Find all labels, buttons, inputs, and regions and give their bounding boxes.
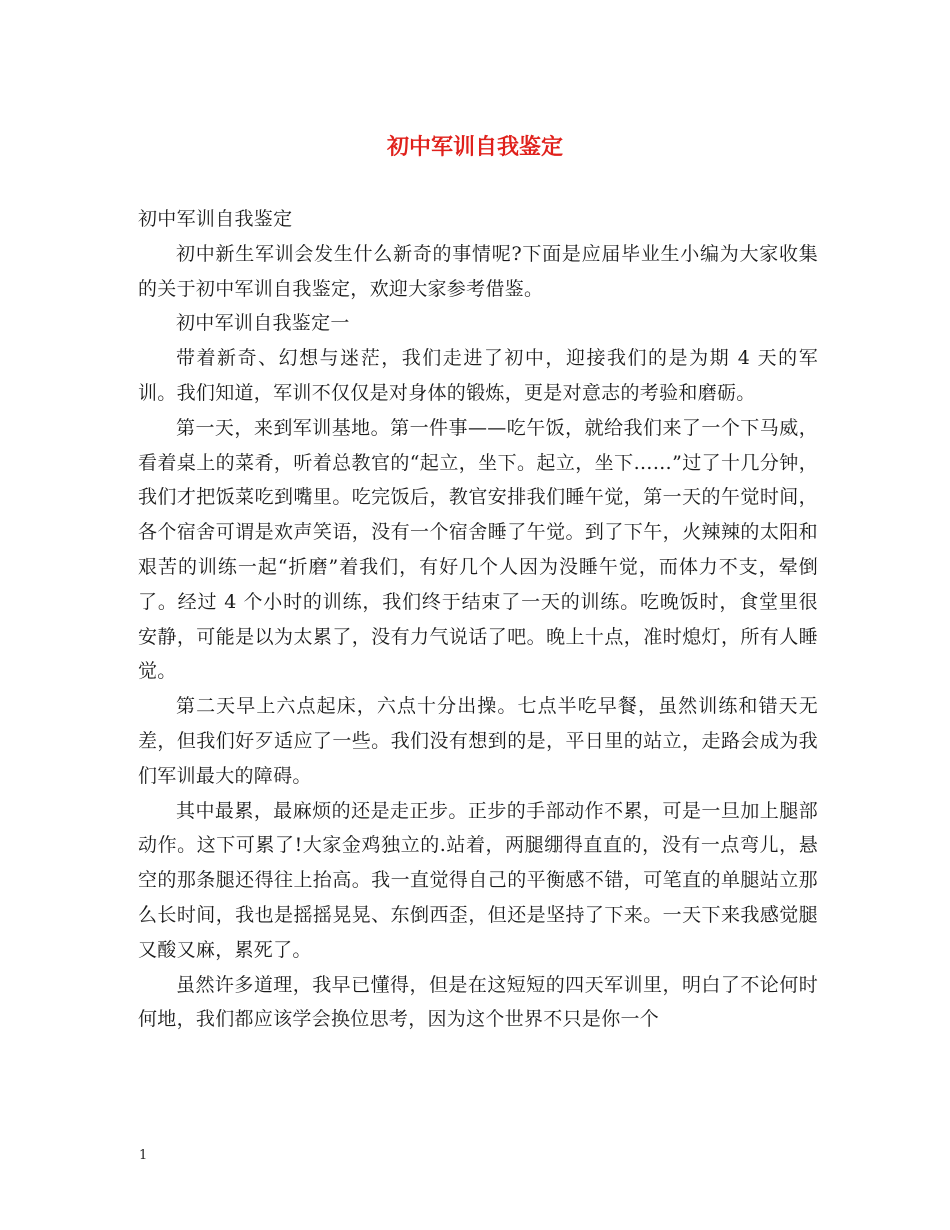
document-title: 初中军训自我鉴定 bbox=[386, 134, 563, 160]
body-paragraph: 第二天早上六点起床，六点十分出操。七点半吃早餐，虽然训练和错天无差，但我们好歹适应了一些。我们没有想到的是，平日里的站立，走路会成为我们军训最大的障碍。 bbox=[138, 695, 818, 787]
intro-paragraph: 初中新生军训会发生什么新奇的事情呢?下面是应届毕业生小编为大家收集的关于初中军训自我鉴定，欢迎大家参考借鉴。 bbox=[138, 242, 818, 300]
body-paragraph: 其中最累，最麻烦的还是走正步。正步的手部动作不累，可是一旦加上腿部动作。这下可累了!大家金鸡独立的.站着，两腿绷得直直的，没有一点弯儿，悬空的那条腿还得往上抬高。我一直觉得自己的平衡感不错，可笔直的单腿站立那么长时间，我也是摇摇晃晃、东倒西歪，但还是坚持了下来。一天下来我感觉腿又酸又麻，累死了。 bbox=[138, 799, 818, 961]
page-number: 1 bbox=[139, 1148, 148, 1163]
body-paragraph: 带着新奇、幻想与迷茫，我们走进了初中，迎接我们的是为期 4 天的军训。我们知道，军训不仅仅是对身体的锻炼，更是对意志的考验和磨砺。 bbox=[138, 347, 818, 404]
body-paragraph: 虽然许多道理，我早已懂得，但是在这短短的四天军训里，明白了不论何时何地，我们都应该学会换位思考，因为这个世界不只是你一个 bbox=[138, 973, 818, 1031]
body-paragraph: 第一天，来到军训基地。第一件事——吃午饭，就给我们来了一个下马威，看着桌上的菜肴，听着总教官的“起立，坐下。起立，坐下……”过了十几分钟，我们才把饭菜吃到嘴里。吃完饭后，教官安排我们睡午觉，第一天的午觉时间，各个宿舍可谓是欢声笑语，没有一个宿舍睡了午觉。到了下午，火辣辣的太阳和艰苦的训练一起“折磨”着我们，有好几个人因为没睡午觉，而体力不支，晕倒了。经过 4 个小时的训练，我们终于结束了一天的训练。吃晚饭时，食堂里很安静，可能是以为太累了，没有力气说话了吧。晚上十点，准时熄灯，所有人睡觉。 bbox=[138, 416, 818, 683]
section-heading: 初中军训自我鉴定 bbox=[138, 208, 293, 230]
subsection-heading: 初中军训自我鉴定一 bbox=[176, 312, 350, 335]
document-body bbox=[138, 202, 818, 1037]
